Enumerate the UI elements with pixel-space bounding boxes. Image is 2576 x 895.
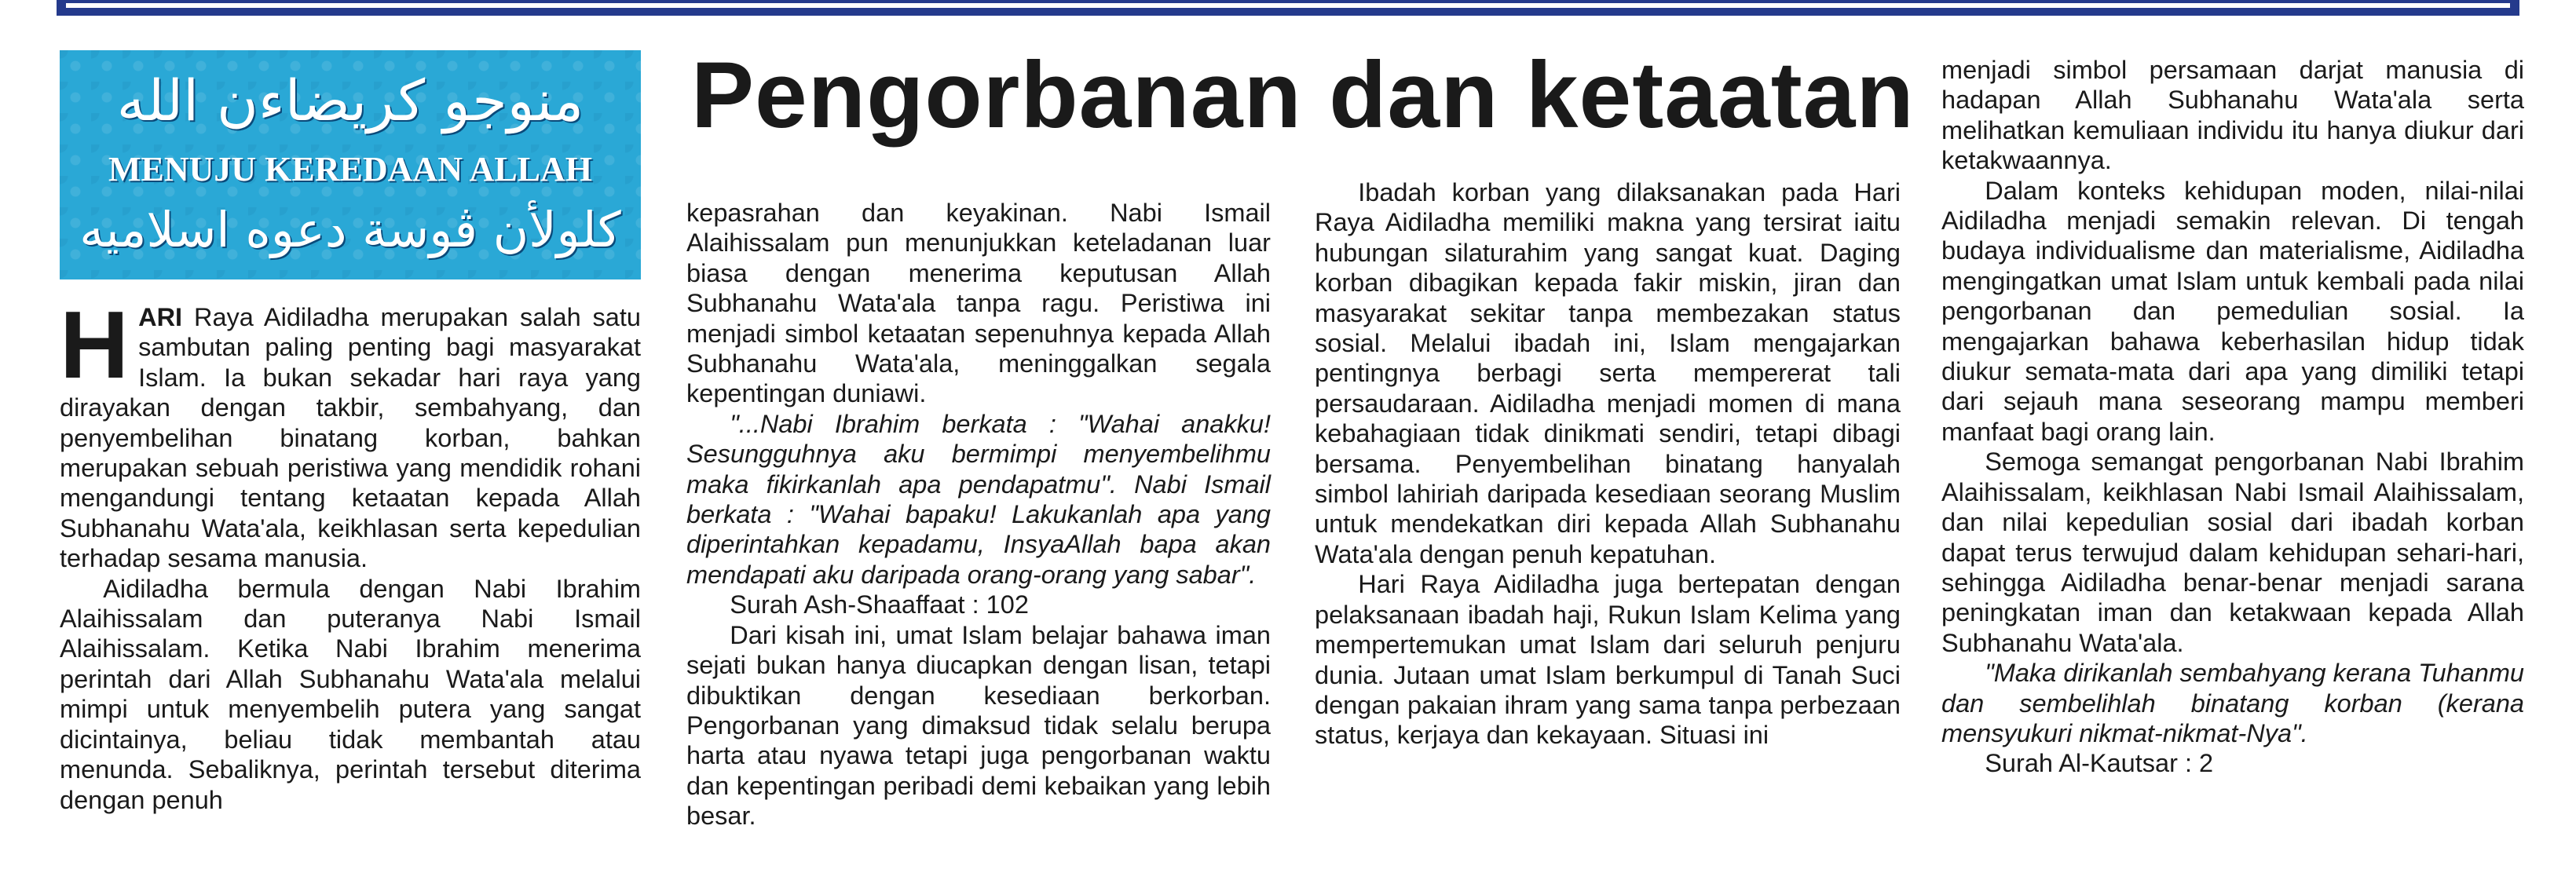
article-paragraph: Aidiladha bermula dengan Nabi Ibrahim Alaihissalam dan puteranya Nabi Ismail Alaihissalam. Ketika Nabi Ibrahim menerima perintah dari Allah Subhanahu Wata'ala melalui mimpi untuk menyembelih putera yang sangat dicintainya, beliau tidak membantah atau menunda. Sebaliknya, perintah tersebut diterima dengan penuh [60, 574, 641, 814]
article-paragraph [60, 291, 641, 574]
quran-quote: "Maka dirikanlah sembahyang kerana Tuhanmu dan sembelihlah binatang korban (kerana mensyukuri nikmat-nikmat-Nya". [1941, 659, 2524, 747]
article-column-1 [60, 291, 641, 815]
logo-arabic-title: منوجو كريضاءن الله [116, 68, 584, 133]
quote-reference: Surah Ash-Shaaffaat : 102 [730, 590, 1029, 619]
article-column-3 [1315, 177, 1901, 751]
article-column-4 [1941, 55, 2524, 779]
article-paragraph: Dari kisah ini, umat Islam belajar bahawa iman sejati bukan hanya diucapkan dengan lisan, tetapi dibuktikan dengan kesediaan berkorban. Pengorbanan yang dimaksud tidak selalu berupa harta atau nyawa tetapi juga pengorbanan waktu dan kepentingan peribadi demi kebaikan yang lebih besar. [686, 620, 1271, 831]
logo-latin-title: MENUJU KEREDAAN ALLAH [108, 150, 593, 188]
article-headline: Pengorbanan dan ketaatan [691, 42, 1915, 148]
article-paragraph: Dalam konteks kehidupan moden, nilai-nilai Aidiladha menjadi semakin relevan. Di tengah budaya individualisme dan materialisme, Aidiladha mengingatkan umat Islam untuk kembali pada nilai pengorbanan dan pemedulian sosial. Ia mengajarkan bahawa keberhasilan hidup tidak diukur semata-mata dari apa yang dimiliki tetapi dari sejauh mana seseorang mampu memberi manfaat bagi orang lain. [1941, 176, 2524, 446]
quran-quote: "...Nabi Ibrahim berkata : "Wahai anakku! Sesungguhnya aku bermimpi menyembelihmu maka fikirkanlah apa pendapatmu". Nabi Ismail berkata : "Wahai bapaku! Lakukanlah apa yang diperintahkan kepadamu, InsyaAllah bapa akan mendapati aku daripada orang-orang yang sabar". [686, 409, 1271, 589]
article-paragraph: Ibadah korban yang dilaksanakan pada Hari Raya Aidiladha memiliki makna yang tersirat iaitu hubungan silaturahim yang sangat kuat. Daging korban dibagikan kepada fakir miskin, jiran dan masyarakat sekitar tanpa membezakan status sosial. Melalui ibadah ini, Islam mengajarkan pentingnya berbagi serta mempererat tali persaudaraan. Aidiladha menjadi momen di mana kebahagiaan tidak dinikmati sendiri, tetapi dibagi bersama. Penyembelihan binatang hanyalah simbol lahiriah daripada kesediaan seorang Muslim untuk mendekatkan diri kepada Allah Subhanahu Wata'ala dengan penuh kepatuhan. [1315, 178, 1901, 568]
article-paragraph: Hari Raya Aidiladha juga bertepatan dengan pelaksanaan ibadah haji, Rukun Islam Kelima yang mempertemukan umat Islam dari seluruh penjuru dunia. Jutaan umat Islam berkumpul di Tanah Suci dengan pakaian ihram yang sama tanpa perbezaan status, kerjaya dan kekayaan. Situasi ini [1315, 570, 1901, 750]
article-paragraph: menjadi simbol persamaan darjat manusia di hadapan Allah Subhanahu Wata'ala serta melihatkan kemuliaan individu itu hanya diukur dari ketakwaannya. [1941, 56, 2524, 175]
top-border-bar [57, 0, 2519, 16]
column-logo-banner [60, 50, 641, 279]
quote-reference: Surah Al-Kautsar : 2 [1985, 749, 2214, 778]
article-paragraph: Semoga semangat pengorbanan Nabi Ibrahim Alaihissalam, keikhlasan Nabi Ismail Alaihissalam, dan nilai kepedulian sosial dari ibadah korban dapat terus terwujud dalam kehidupan sehari-hari, sehingga Aidiladha benar-benar menjadi sarana peningkatan iman dan ketakwaan kepada Allah Subhanahu Wata'ala. [1941, 448, 2524, 657]
article-paragraph: kepasrahan dan keyakinan. Nabi Ismail Alaihissalam pun menunjukkan keteladanan luar biasa dengan menerima keputusan Allah Subhanahu Wata'ala tanpa ragu. Peristiwa ini menjadi simbol ketaatan sepenuhnya kepada Allah Subhanahu Wata'ala, meninggalkan segala kepentingan duniawi. [686, 199, 1271, 408]
paragraph-text: Raya Aidiladha merupakan salah satu sambutan paling penting bagi masyarakat Islam. Ia bukan sekadar hari raya yang dirayakan dengan takbir, sembahyang, dan penyembelihan binatang korban, bahkan merupakan sebuah peristiwa yang mendidik rohani mengandungi tentang ketaatan kepada Allah Subhanahu Wata'ala, keikhlasan serta kepedulian terhadap sesama manusia. [60, 303, 641, 573]
drop-cap: H [60, 291, 130, 398]
logo-arabic-subtitle: كلولأن ڤوسة دعوه اسلاميه [79, 201, 621, 258]
article-column-2 [686, 198, 1271, 831]
lead-word: ARI [138, 303, 183, 331]
